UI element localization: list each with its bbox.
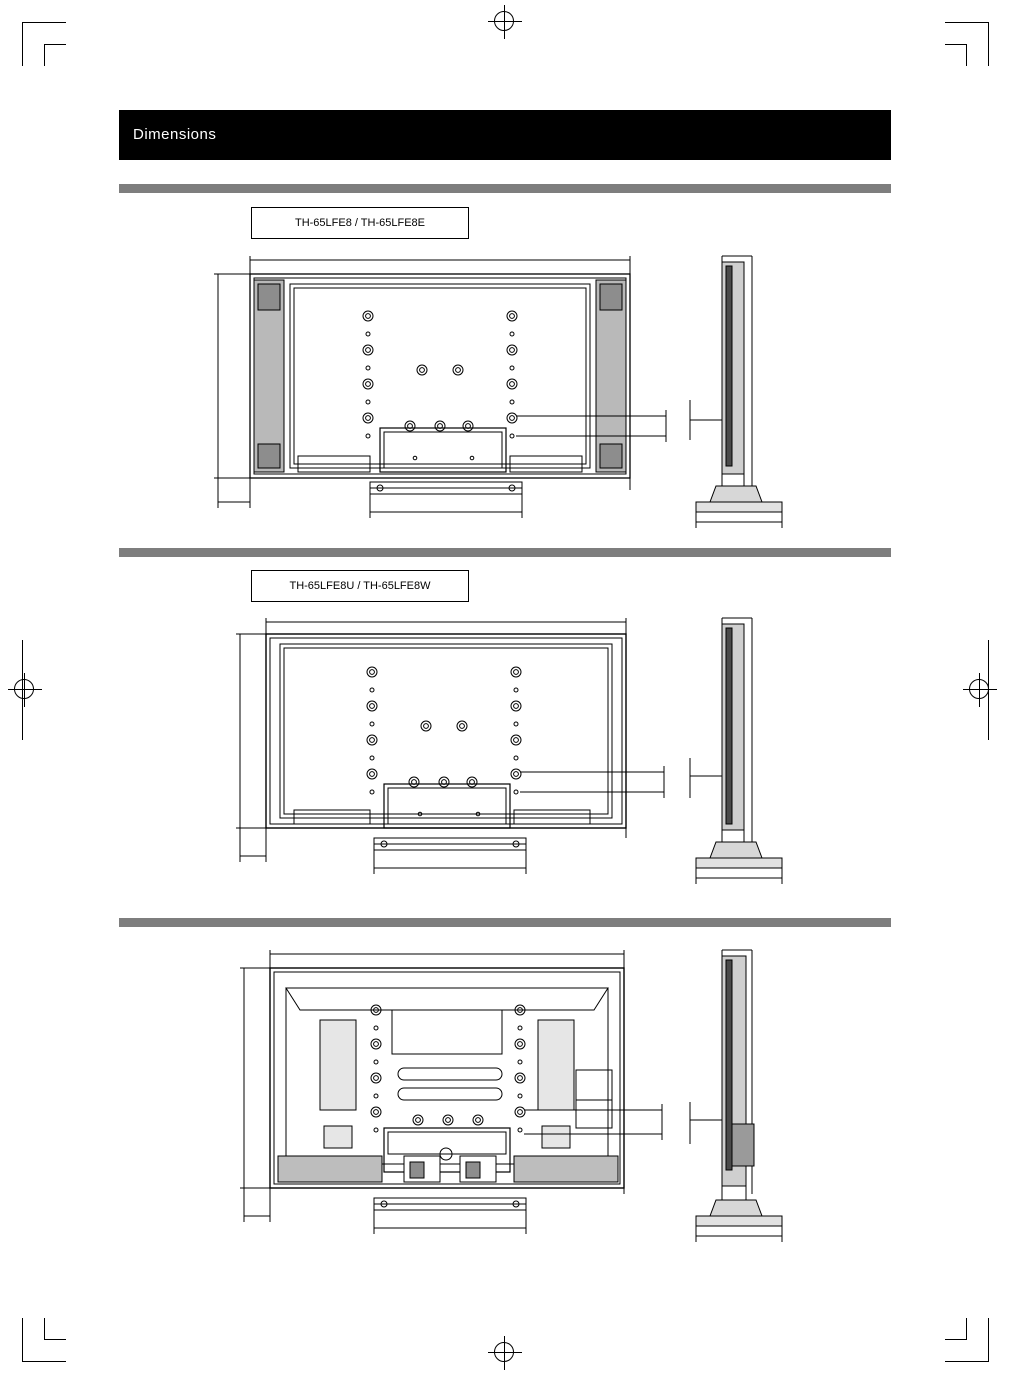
section-separator-2 xyxy=(119,548,891,557)
model-caption-1: TH-65LFE8 / TH-65LFE8E xyxy=(251,207,469,239)
side-tick-right xyxy=(988,640,989,740)
figure-3-rear-view xyxy=(232,944,682,1254)
page-header-bar xyxy=(119,110,891,160)
page-title: Dimensions xyxy=(133,126,217,143)
section-separator-3 xyxy=(119,918,891,927)
registration-mark-left xyxy=(8,673,42,707)
figure-2-side-view xyxy=(686,612,876,892)
figure-2-rear-view xyxy=(232,612,682,892)
crop-mark-top-left xyxy=(22,22,66,66)
crop-mark-bottom-right xyxy=(945,1318,989,1362)
model-caption-2: TH-65LFE8U / TH-65LFE8W xyxy=(251,570,469,602)
registration-mark-bottom xyxy=(488,1336,522,1370)
figure-1-side-view xyxy=(686,250,876,530)
crop-mark-top-right xyxy=(945,22,989,66)
registration-mark-top xyxy=(488,5,522,39)
side-tick-left xyxy=(22,640,23,740)
registration-mark-right xyxy=(963,673,997,707)
crop-mark-bottom-left xyxy=(22,1318,66,1362)
figure-3-side-view xyxy=(686,944,876,1254)
section-separator-1 xyxy=(119,184,891,193)
figure-1-rear-view xyxy=(210,250,680,530)
